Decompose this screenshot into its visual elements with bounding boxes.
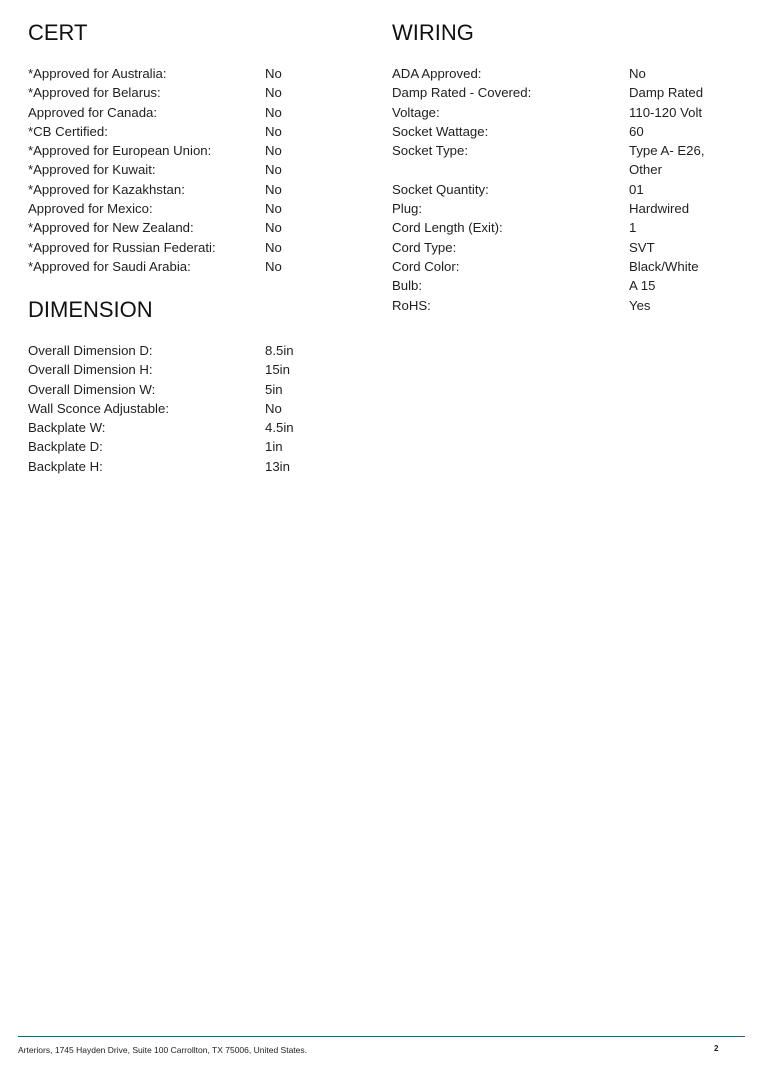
spec-value: No xyxy=(265,181,282,197)
spec-label: Overall Dimension W: xyxy=(28,381,156,397)
spec-row-damp-rated xyxy=(392,83,732,102)
spec-row-approved-european-union xyxy=(28,141,358,160)
spec-label: Wall Sconce Adjustable: xyxy=(28,400,169,416)
spec-label: *Approved for Kuwait: xyxy=(28,162,156,178)
spec-value: Hardwired xyxy=(629,201,690,217)
spec-row-approved-kazakhstan xyxy=(28,180,358,199)
spec-label: Backplate H: xyxy=(28,458,103,474)
spec-value: No xyxy=(265,400,282,416)
spec-row-plug xyxy=(392,199,732,218)
dimension-section-title: DIMENSION xyxy=(28,297,153,322)
cert-section-title: CERT xyxy=(28,20,88,45)
spec-value: 4.5in xyxy=(265,420,294,436)
page-number: 2 xyxy=(714,1044,719,1053)
spec-row-approved-canada xyxy=(28,103,358,122)
spec-label: *Approved for Belarus: xyxy=(28,85,161,101)
spec-row-approved-new-zealand xyxy=(28,218,358,237)
spec-row-backplate-h xyxy=(28,457,358,476)
spec-row-socket-quantity xyxy=(392,180,732,199)
spec-row-approved-saudi-arabia xyxy=(28,257,358,276)
spec-label: Backplate D: xyxy=(28,439,103,455)
spec-row-approved-australia xyxy=(28,64,358,83)
spec-label: *CB Certified: xyxy=(28,123,108,139)
spec-label: Backplate W: xyxy=(28,420,106,436)
spec-value: Yes xyxy=(629,297,651,313)
spec-label: *Approved for Russian Federati: xyxy=(28,239,216,255)
spec-label: Voltage: xyxy=(392,104,440,120)
spec-value: No xyxy=(265,104,282,120)
spec-row-cord-color xyxy=(392,257,732,276)
spec-value: Black/White xyxy=(629,258,699,274)
spec-value: 15in xyxy=(265,362,290,378)
spec-label: Damp Rated - Covered: xyxy=(392,85,532,101)
wiring-spec-list xyxy=(392,64,732,315)
spec-row-approved-russian-federation xyxy=(28,238,358,257)
spec-row-socket-wattage xyxy=(392,122,732,141)
spec-label: Plug: xyxy=(392,201,423,217)
spec-value: No xyxy=(265,123,282,139)
spec-row-cb-certified xyxy=(28,122,358,141)
spec-row-approved-belarus xyxy=(28,83,358,102)
spec-value: No xyxy=(629,66,646,81)
spec-value: No xyxy=(265,85,282,101)
spec-row-cord-type xyxy=(392,238,732,257)
spec-label: Socket Type: xyxy=(392,143,468,159)
spec-label: Bulb: xyxy=(392,278,423,294)
spec-value: No xyxy=(265,239,282,255)
spec-value: 110-120 Volt xyxy=(629,104,703,120)
spec-value: Type A- E26, Other xyxy=(629,143,705,178)
spec-label: ADA Approved: xyxy=(392,66,482,81)
spec-label: *Approved for New Zealand: xyxy=(28,220,194,236)
spec-value: No xyxy=(265,220,282,236)
spec-label: Cord Length (Exit): xyxy=(392,220,503,236)
footer-address: Arteriors, 1745 Hayden Drive, Suite 100 Carrollton, TX 75006, United States. xyxy=(18,1045,307,1055)
spec-label: Cord Color: xyxy=(392,258,460,274)
spec-row-backplate-w xyxy=(28,418,358,437)
spec-label: Overall Dimension D: xyxy=(28,343,153,358)
spec-label: Cord Type: xyxy=(392,239,457,255)
spec-label: RoHS: xyxy=(392,297,431,313)
spec-label: *Approved for Saudi Arabia: xyxy=(28,258,191,274)
spec-value: No xyxy=(265,201,282,217)
spec-label: *Approved for European Union: xyxy=(28,143,212,159)
spec-row-wall-sconce-adjustable xyxy=(28,399,358,418)
spec-value: No xyxy=(265,143,282,159)
footer-divider xyxy=(18,1036,745,1037)
spec-value: 1 xyxy=(629,220,637,236)
spec-row-bulb xyxy=(392,276,732,295)
spec-row-ada-approved xyxy=(392,64,732,83)
spec-value: No xyxy=(265,258,282,274)
spec-row-backplate-d xyxy=(28,437,358,456)
spec-value: 60 xyxy=(629,123,644,139)
spec-row-approved-mexico xyxy=(28,199,358,218)
spec-row-overall-dimension-d xyxy=(28,341,358,360)
spec-value: A 15 xyxy=(629,278,656,294)
spec-row-voltage xyxy=(392,103,732,122)
spec-label: Approved for Mexico: xyxy=(28,201,153,217)
spec-row-rohs xyxy=(392,296,732,315)
spec-value: 8.5in xyxy=(265,343,294,358)
spec-value: SVT xyxy=(629,239,655,255)
spec-value: 1in xyxy=(265,439,283,455)
spec-row-overall-dimension-h xyxy=(28,360,358,379)
spec-label: Socket Quantity: xyxy=(392,181,489,197)
spec-row-socket-type xyxy=(392,141,732,180)
wiring-section-title: WIRING xyxy=(392,20,474,45)
spec-label: *Approved for Kazakhstan: xyxy=(28,181,185,197)
spec-row-approved-kuwait xyxy=(28,160,358,179)
spec-row-cord-length xyxy=(392,218,732,237)
spec-label: *Approved for Australia: xyxy=(28,66,167,81)
spec-label: Socket Wattage: xyxy=(392,123,489,139)
spec-value: No xyxy=(265,162,282,178)
spec-label: Overall Dimension H: xyxy=(28,362,153,378)
spec-label: Approved for Canada: xyxy=(28,104,158,120)
dimension-spec-list xyxy=(28,341,358,476)
spec-value: No xyxy=(265,66,282,81)
spec-value: Damp Rated xyxy=(629,85,704,101)
spec-value: 5in xyxy=(265,381,283,397)
spec-row-overall-dimension-w xyxy=(28,380,358,399)
cert-spec-list xyxy=(28,64,358,276)
spec-value: 13in xyxy=(265,458,290,474)
spec-value: 01 xyxy=(629,181,644,197)
